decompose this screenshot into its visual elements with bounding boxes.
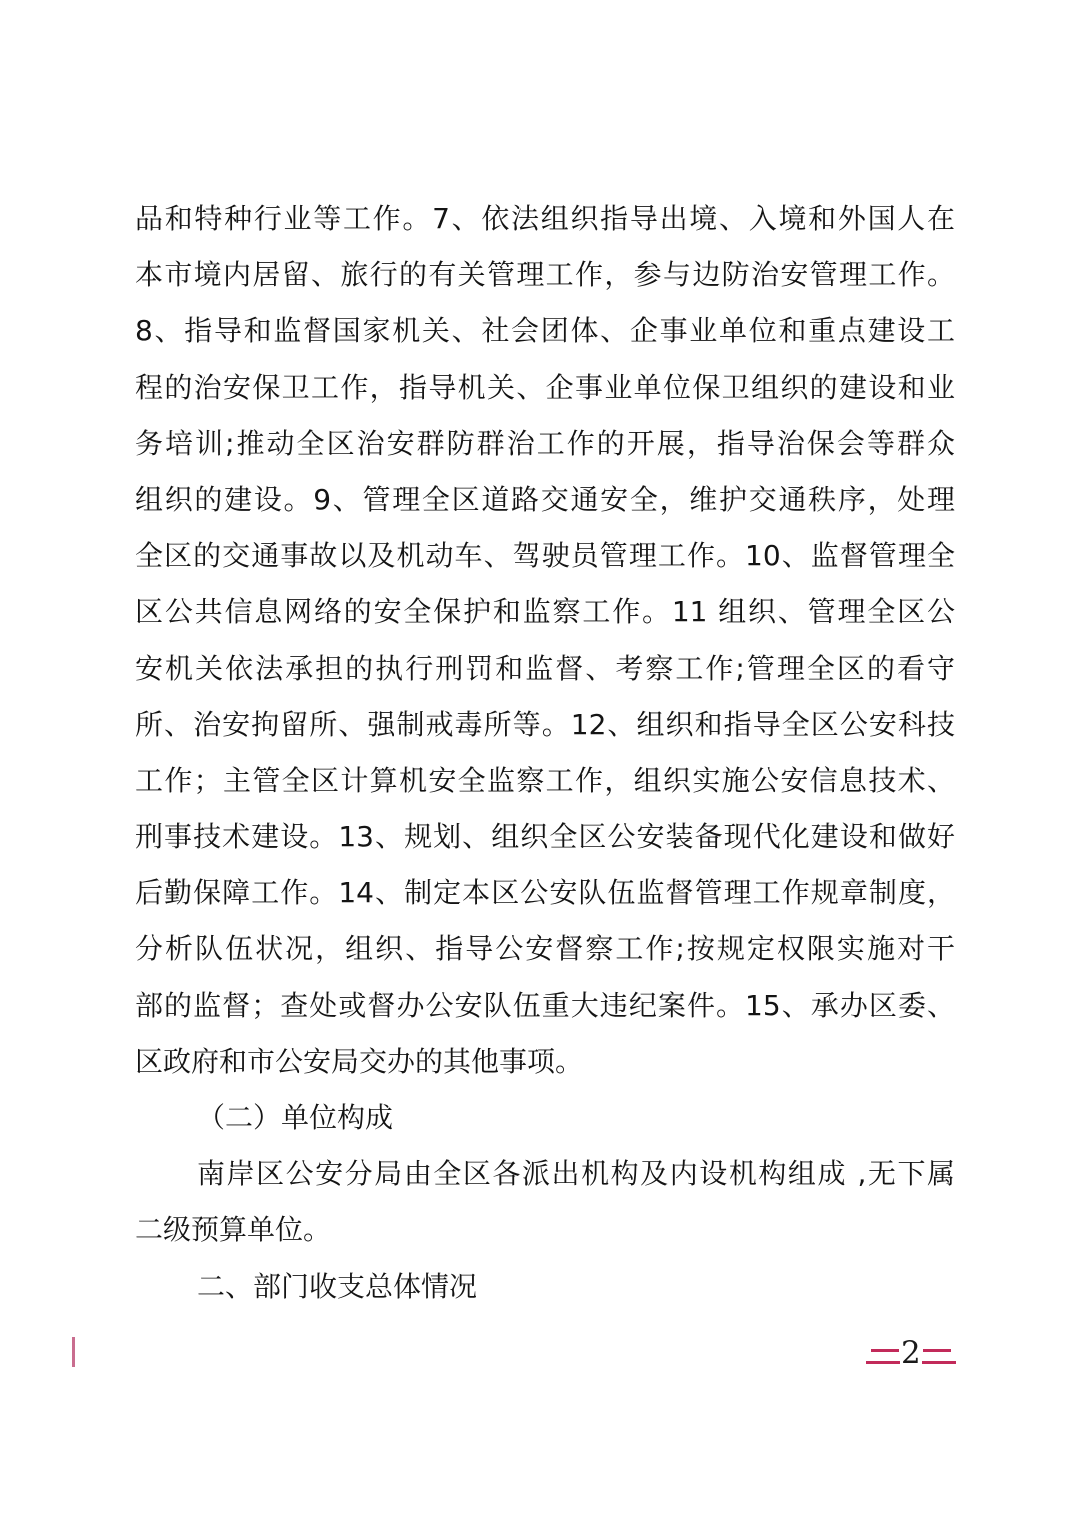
body-line: 所、治安拘留所、强制戒毒所等。12、组织和指导全区公安科技 [135,707,955,741]
section-heading: 二、部门收支总体情况 [197,1269,478,1303]
ornament-dash [922,1361,956,1364]
body-line: 部的监督；查处或督办公安队伍重大违纪案件。15、承办区委、 [135,988,955,1022]
body-line: 全区的交通事故以及机动车、驾驶员管理工作。10、监督管理全 [135,539,955,573]
body-line: 南岸区公安分局由全区各派出机构及内设机构组成 ,无下属 [197,1157,955,1191]
body-line: 区政府和市公安局交办的其他事项。 [135,1044,584,1078]
body-line: 8、指导和监督国家机关、社会团体、企事业单位和重点建设工 [135,314,955,348]
page-number-ornament-right [922,1340,956,1370]
body-line: 程的治安保卫工作，指导机关、企事业单位保卫组织的建设和业 [135,370,955,404]
ornament-dash [923,1349,951,1352]
page-number: 2 [901,1335,921,1371]
body-line: 工作；主管全区计算机安全监察工作，组织实施公安信息技术、 [135,763,955,797]
body-line: 品和特种行业等工作。7、依法组织指导出境、入境和外国人在 [135,202,955,235]
ornament-dash [866,1361,900,1364]
body-line: 后勤保障工作。14、制定本区公安队伍监督管理工作规章制度， [135,876,955,910]
body-line: 区公共信息网络的安全保护和监察工作。11 组织、管理全区公 [135,595,955,629]
page-number-ornament-left [866,1340,900,1370]
margin-revision-mark [72,1337,75,1367]
body-line: 安机关依法承担的执行刑罚和监督、考察工作;管理全区的看守 [135,651,955,685]
body-line: 务培训;推动全区治安群防群治工作的开展，指导治保会等群众 [135,426,955,460]
page-number-footer [866,1335,956,1371]
document-body [135,191,955,1315]
body-line: 刑事技术建设。13、规划、组织全区公安装备现代化建设和做好 [135,820,955,854]
body-line: 组织的建设。9、管理全区道路交通安全，维护交通秩序，处理 [135,482,955,516]
body-line: 分析队伍状况，组织、指导公安督察工作;按规定权限实施对干 [135,932,955,966]
body-line: 本市境内居留、旅行的有关管理工作，参与边防治安管理工作。 [135,258,955,292]
section-heading: （二）单位构成 [197,1101,394,1134]
ornament-dash [871,1349,899,1352]
body-line: 二级预算单位。 [135,1213,332,1247]
